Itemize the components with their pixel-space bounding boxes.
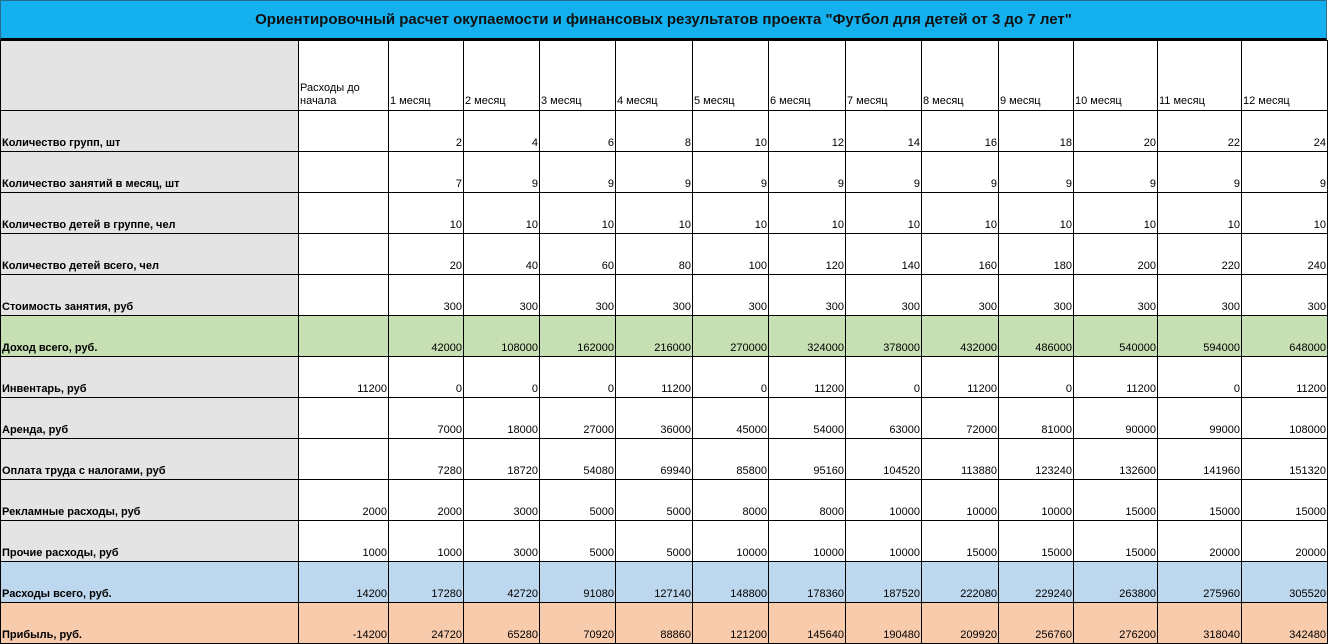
value-cell[interactable]: 15000: [1242, 480, 1328, 521]
value-cell[interactable]: 65280: [464, 603, 540, 644]
value-cell[interactable]: 300: [922, 275, 999, 316]
value-cell[interactable]: 0: [846, 357, 922, 398]
value-cell[interactable]: 9: [999, 152, 1074, 193]
column-header-month-2[interactable]: 2 месяц: [464, 41, 540, 111]
value-cell[interactable]: 69940: [616, 439, 693, 480]
value-cell[interactable]: 10: [540, 193, 616, 234]
row-label[interactable]: Количество занятий в месяц, шт: [1, 152, 299, 193]
table-row: [1, 521, 1328, 562]
value-cell[interactable]: 9: [616, 152, 693, 193]
value-cell[interactable]: 15000: [922, 521, 999, 562]
value-cell[interactable]: 300: [693, 275, 769, 316]
value-cell[interactable]: 8: [616, 111, 693, 152]
value-cell[interactable]: 263800: [1074, 562, 1158, 603]
value-cell[interactable]: 54080: [540, 439, 616, 480]
column-header-month-6[interactable]: 6 месяц: [769, 41, 846, 111]
value-cell[interactable]: 0: [693, 357, 769, 398]
value-cell[interactable]: 60: [540, 234, 616, 275]
value-cell[interactable]: 300: [1242, 275, 1328, 316]
value-cell[interactable]: [299, 398, 389, 439]
value-cell[interactable]: 145640: [769, 603, 846, 644]
value-cell[interactable]: 9: [540, 152, 616, 193]
value-cell[interactable]: 275960: [1158, 562, 1242, 603]
value-cell[interactable]: 300: [464, 275, 540, 316]
value-cell[interactable]: 36000: [616, 398, 693, 439]
value-cell[interactable]: 10000: [769, 521, 846, 562]
value-cell[interactable]: 9: [1242, 152, 1328, 193]
value-cell[interactable]: 160: [922, 234, 999, 275]
column-header-month-1[interactable]: 1 месяц: [389, 41, 464, 111]
value-cell[interactable]: 85800: [693, 439, 769, 480]
value-cell[interactable]: 18000: [464, 398, 540, 439]
value-cell[interactable]: 99000: [1158, 398, 1242, 439]
value-cell[interactable]: 11200: [769, 357, 846, 398]
value-cell[interactable]: 10: [846, 193, 922, 234]
value-cell[interactable]: 27000: [540, 398, 616, 439]
value-cell[interactable]: 10: [464, 193, 540, 234]
value-cell[interactable]: 70920: [540, 603, 616, 644]
value-cell[interactable]: 7280: [389, 439, 464, 480]
table-row: [1, 398, 1328, 439]
value-cell[interactable]: 11200: [299, 357, 389, 398]
value-cell[interactable]: 342480: [1242, 603, 1328, 644]
value-cell[interactable]: 240: [1242, 234, 1328, 275]
value-cell[interactable]: 11200: [1074, 357, 1158, 398]
column-header-month-4[interactable]: 4 месяц: [616, 41, 693, 111]
value-cell[interactable]: 3000: [464, 480, 540, 521]
table-row: [1, 480, 1328, 521]
value-cell[interactable]: 5000: [540, 480, 616, 521]
value-cell[interactable]: 648000: [1242, 316, 1328, 357]
value-cell[interactable]: 40: [464, 234, 540, 275]
table-row: [1, 275, 1328, 316]
value-cell[interactable]: 10: [616, 193, 693, 234]
value-cell[interactable]: 9: [1158, 152, 1242, 193]
value-cell[interactable]: 190480: [846, 603, 922, 644]
value-cell[interactable]: 9: [464, 152, 540, 193]
column-header-month-10[interactable]: 10 месяц: [1074, 41, 1158, 111]
value-cell[interactable]: 15000: [999, 521, 1074, 562]
value-cell[interactable]: 10000: [922, 480, 999, 521]
finance-table: [0, 40, 1328, 644]
value-cell[interactable]: 11200: [1242, 357, 1328, 398]
table-row: [1, 193, 1328, 234]
value-cell[interactable]: 10: [1158, 193, 1242, 234]
value-cell[interactable]: 72000: [922, 398, 999, 439]
value-cell[interactable]: 10: [999, 193, 1074, 234]
value-cell[interactable]: [299, 111, 389, 152]
value-cell[interactable]: [299, 193, 389, 234]
value-cell[interactable]: 162000: [540, 316, 616, 357]
table-row: [1, 603, 1328, 644]
value-cell[interactable]: 300: [1074, 275, 1158, 316]
table-body: [1, 111, 1328, 644]
value-cell[interactable]: 15000: [1158, 480, 1242, 521]
value-cell[interactable]: 432000: [922, 316, 999, 357]
value-cell[interactable]: 132600: [1074, 439, 1158, 480]
value-cell[interactable]: 10: [693, 111, 769, 152]
column-header-month-11[interactable]: 11 месяц: [1158, 41, 1242, 111]
value-cell[interactable]: 300: [540, 275, 616, 316]
value-cell[interactable]: 300: [846, 275, 922, 316]
value-cell[interactable]: 594000: [1158, 316, 1242, 357]
value-cell[interactable]: 318040: [1158, 603, 1242, 644]
column-header-month-5[interactable]: 5 месяц: [693, 41, 769, 111]
value-cell[interactable]: 14200: [299, 562, 389, 603]
value-cell[interactable]: 20000: [1242, 521, 1328, 562]
value-cell[interactable]: 1000: [389, 521, 464, 562]
value-cell[interactable]: 10: [769, 193, 846, 234]
column-header-month-7[interactable]: 7 месяц: [846, 41, 922, 111]
row-label[interactable]: Рекламные расходы, руб: [1, 480, 299, 521]
column-header-month-3[interactable]: 3 месяц: [540, 41, 616, 111]
value-cell[interactable]: 305520: [1242, 562, 1328, 603]
value-cell[interactable]: 8000: [769, 480, 846, 521]
table-row: [1, 111, 1328, 152]
value-cell[interactable]: 6: [540, 111, 616, 152]
value-cell[interactable]: 20: [1074, 111, 1158, 152]
value-cell[interactable]: 17280: [389, 562, 464, 603]
value-cell[interactable]: 42720: [464, 562, 540, 603]
value-cell[interactable]: 5000: [540, 521, 616, 562]
value-cell[interactable]: 2: [389, 111, 464, 152]
value-cell[interactable]: 2000: [299, 480, 389, 521]
value-cell[interactable]: 5000: [616, 521, 693, 562]
value-cell[interactable]: 270000: [693, 316, 769, 357]
value-cell[interactable]: [299, 275, 389, 316]
value-cell[interactable]: 2000: [389, 480, 464, 521]
value-cell[interactable]: 216000: [616, 316, 693, 357]
value-cell[interactable]: 0: [1158, 357, 1242, 398]
value-cell[interactable]: 11200: [922, 357, 999, 398]
row-label[interactable]: Прибыль, руб.: [1, 603, 299, 644]
value-cell[interactable]: 12: [769, 111, 846, 152]
value-cell[interactable]: 81000: [999, 398, 1074, 439]
value-cell[interactable]: 0: [389, 357, 464, 398]
value-cell[interactable]: [299, 439, 389, 480]
value-cell[interactable]: 20: [389, 234, 464, 275]
value-cell[interactable]: 200: [1074, 234, 1158, 275]
value-cell[interactable]: 18: [999, 111, 1074, 152]
value-cell[interactable]: 14: [846, 111, 922, 152]
value-cell[interactable]: 80: [616, 234, 693, 275]
value-cell[interactable]: 140: [846, 234, 922, 275]
value-cell[interactable]: 10000: [999, 480, 1074, 521]
value-cell[interactable]: 91080: [540, 562, 616, 603]
value-cell[interactable]: 88860: [616, 603, 693, 644]
value-cell[interactable]: 9: [1074, 152, 1158, 193]
value-cell[interactable]: 8000: [693, 480, 769, 521]
table-row: [1, 357, 1328, 398]
row-label[interactable]: Прочие расходы, руб: [1, 521, 299, 562]
value-cell[interactable]: 9: [846, 152, 922, 193]
value-cell[interactable]: 0: [464, 357, 540, 398]
value-cell[interactable]: 3000: [464, 521, 540, 562]
table-row: [1, 152, 1328, 193]
row-label[interactable]: Инвентарь, руб: [1, 357, 299, 398]
row-label[interactable]: Доход всего, руб.: [1, 316, 299, 357]
value-cell[interactable]: 15000: [1074, 480, 1158, 521]
row-label[interactable]: Оплата труда с налогами, руб: [1, 439, 299, 480]
value-cell[interactable]: 100: [693, 234, 769, 275]
value-cell[interactable]: 20000: [1158, 521, 1242, 562]
value-cell[interactable]: 95160: [769, 439, 846, 480]
value-cell[interactable]: 180: [999, 234, 1074, 275]
row-label[interactable]: Количество детей в группе, чел: [1, 193, 299, 234]
value-cell[interactable]: 300: [389, 275, 464, 316]
table-row: [1, 562, 1328, 603]
value-cell[interactable]: 300: [616, 275, 693, 316]
value-cell[interactable]: 220: [1158, 234, 1242, 275]
value-cell[interactable]: [299, 234, 389, 275]
value-cell[interactable]: 378000: [846, 316, 922, 357]
value-cell[interactable]: 24720: [389, 603, 464, 644]
row-label[interactable]: Стоимость занятия, руб: [1, 275, 299, 316]
value-cell[interactable]: 10: [1242, 193, 1328, 234]
table-row: [1, 316, 1328, 357]
value-cell[interactable]: 104520: [846, 439, 922, 480]
value-cell[interactable]: 54000: [769, 398, 846, 439]
value-cell[interactable]: 151320: [1242, 439, 1328, 480]
row-label[interactable]: Расходы всего, руб.: [1, 562, 299, 603]
row-label[interactable]: Количество групп, шт: [1, 111, 299, 152]
value-cell[interactable]: 10: [693, 193, 769, 234]
value-cell[interactable]: 15000: [1074, 521, 1158, 562]
value-cell[interactable]: 63000: [846, 398, 922, 439]
value-cell[interactable]: 256760: [999, 603, 1074, 644]
value-cell[interactable]: 10: [922, 193, 999, 234]
value-cell[interactable]: 9: [693, 152, 769, 193]
row-label[interactable]: Количество детей всего, чел: [1, 234, 299, 275]
value-cell[interactable]: 10: [389, 193, 464, 234]
value-cell[interactable]: 123240: [999, 439, 1074, 480]
value-cell[interactable]: 1000: [299, 521, 389, 562]
value-cell[interactable]: 10000: [846, 480, 922, 521]
value-cell[interactable]: 24: [1242, 111, 1328, 152]
value-cell[interactable]: 0: [999, 357, 1074, 398]
value-cell[interactable]: 9: [922, 152, 999, 193]
value-cell[interactable]: 113880: [922, 439, 999, 480]
value-cell[interactable]: 222080: [922, 562, 999, 603]
value-cell[interactable]: 120: [769, 234, 846, 275]
value-cell[interactable]: [299, 316, 389, 357]
value-cell[interactable]: 18720: [464, 439, 540, 480]
value-cell[interactable]: 276200: [1074, 603, 1158, 644]
value-cell[interactable]: 90000: [1074, 398, 1158, 439]
value-cell[interactable]: 108000: [1242, 398, 1328, 439]
value-cell[interactable]: 300: [999, 275, 1074, 316]
value-cell[interactable]: 486000: [999, 316, 1074, 357]
table-row: [1, 234, 1328, 275]
row-label[interactable]: Аренда, руб: [1, 398, 299, 439]
value-cell[interactable]: 0: [540, 357, 616, 398]
value-cell[interactable]: 11200: [616, 357, 693, 398]
column-header-month-12[interactable]: 12 месяц: [1242, 41, 1328, 111]
value-cell[interactable]: 9: [769, 152, 846, 193]
value-cell[interactable]: 7: [389, 152, 464, 193]
value-cell[interactable]: 540000: [1074, 316, 1158, 357]
value-cell[interactable]: 300: [1158, 275, 1242, 316]
value-cell[interactable]: 10: [1074, 193, 1158, 234]
value-cell[interactable]: 16: [922, 111, 999, 152]
value-cell[interactable]: 187520: [846, 562, 922, 603]
value-cell[interactable]: 108000: [464, 316, 540, 357]
column-header-pre-start[interactable]: Расходы до начала: [299, 41, 389, 111]
value-cell[interactable]: 5000: [616, 480, 693, 521]
value-cell[interactable]: 209920: [922, 603, 999, 644]
value-cell[interactable]: 45000: [693, 398, 769, 439]
value-cell[interactable]: 10000: [846, 521, 922, 562]
column-header-month-9[interactable]: 9 месяц: [999, 41, 1074, 111]
value-cell[interactable]: 178360: [769, 562, 846, 603]
column-header-month-8[interactable]: 8 месяц: [922, 41, 999, 111]
value-cell[interactable]: [299, 152, 389, 193]
value-cell[interactable]: 300: [769, 275, 846, 316]
header-label-cell[interactable]: [1, 41, 299, 111]
value-cell[interactable]: 324000: [769, 316, 846, 357]
header-row: [1, 41, 1328, 111]
value-cell[interactable]: 4: [464, 111, 540, 152]
table-row: [1, 439, 1328, 480]
value-cell[interactable]: 121200: [693, 603, 769, 644]
value-cell[interactable]: 7000: [389, 398, 464, 439]
value-cell[interactable]: 42000: [389, 316, 464, 357]
sheet-title: Ориентировочный расчет окупаемости и финансовых результатов проекта "Футбол для детей от 3 до 7 лет": [0, 0, 1327, 41]
value-cell[interactable]: 22: [1158, 111, 1242, 152]
value-cell[interactable]: 127140: [616, 562, 693, 603]
value-cell[interactable]: -14200: [299, 603, 389, 644]
value-cell[interactable]: 148800: [693, 562, 769, 603]
value-cell[interactable]: 10000: [693, 521, 769, 562]
value-cell[interactable]: 141960: [1158, 439, 1242, 480]
value-cell[interactable]: 229240: [999, 562, 1074, 603]
